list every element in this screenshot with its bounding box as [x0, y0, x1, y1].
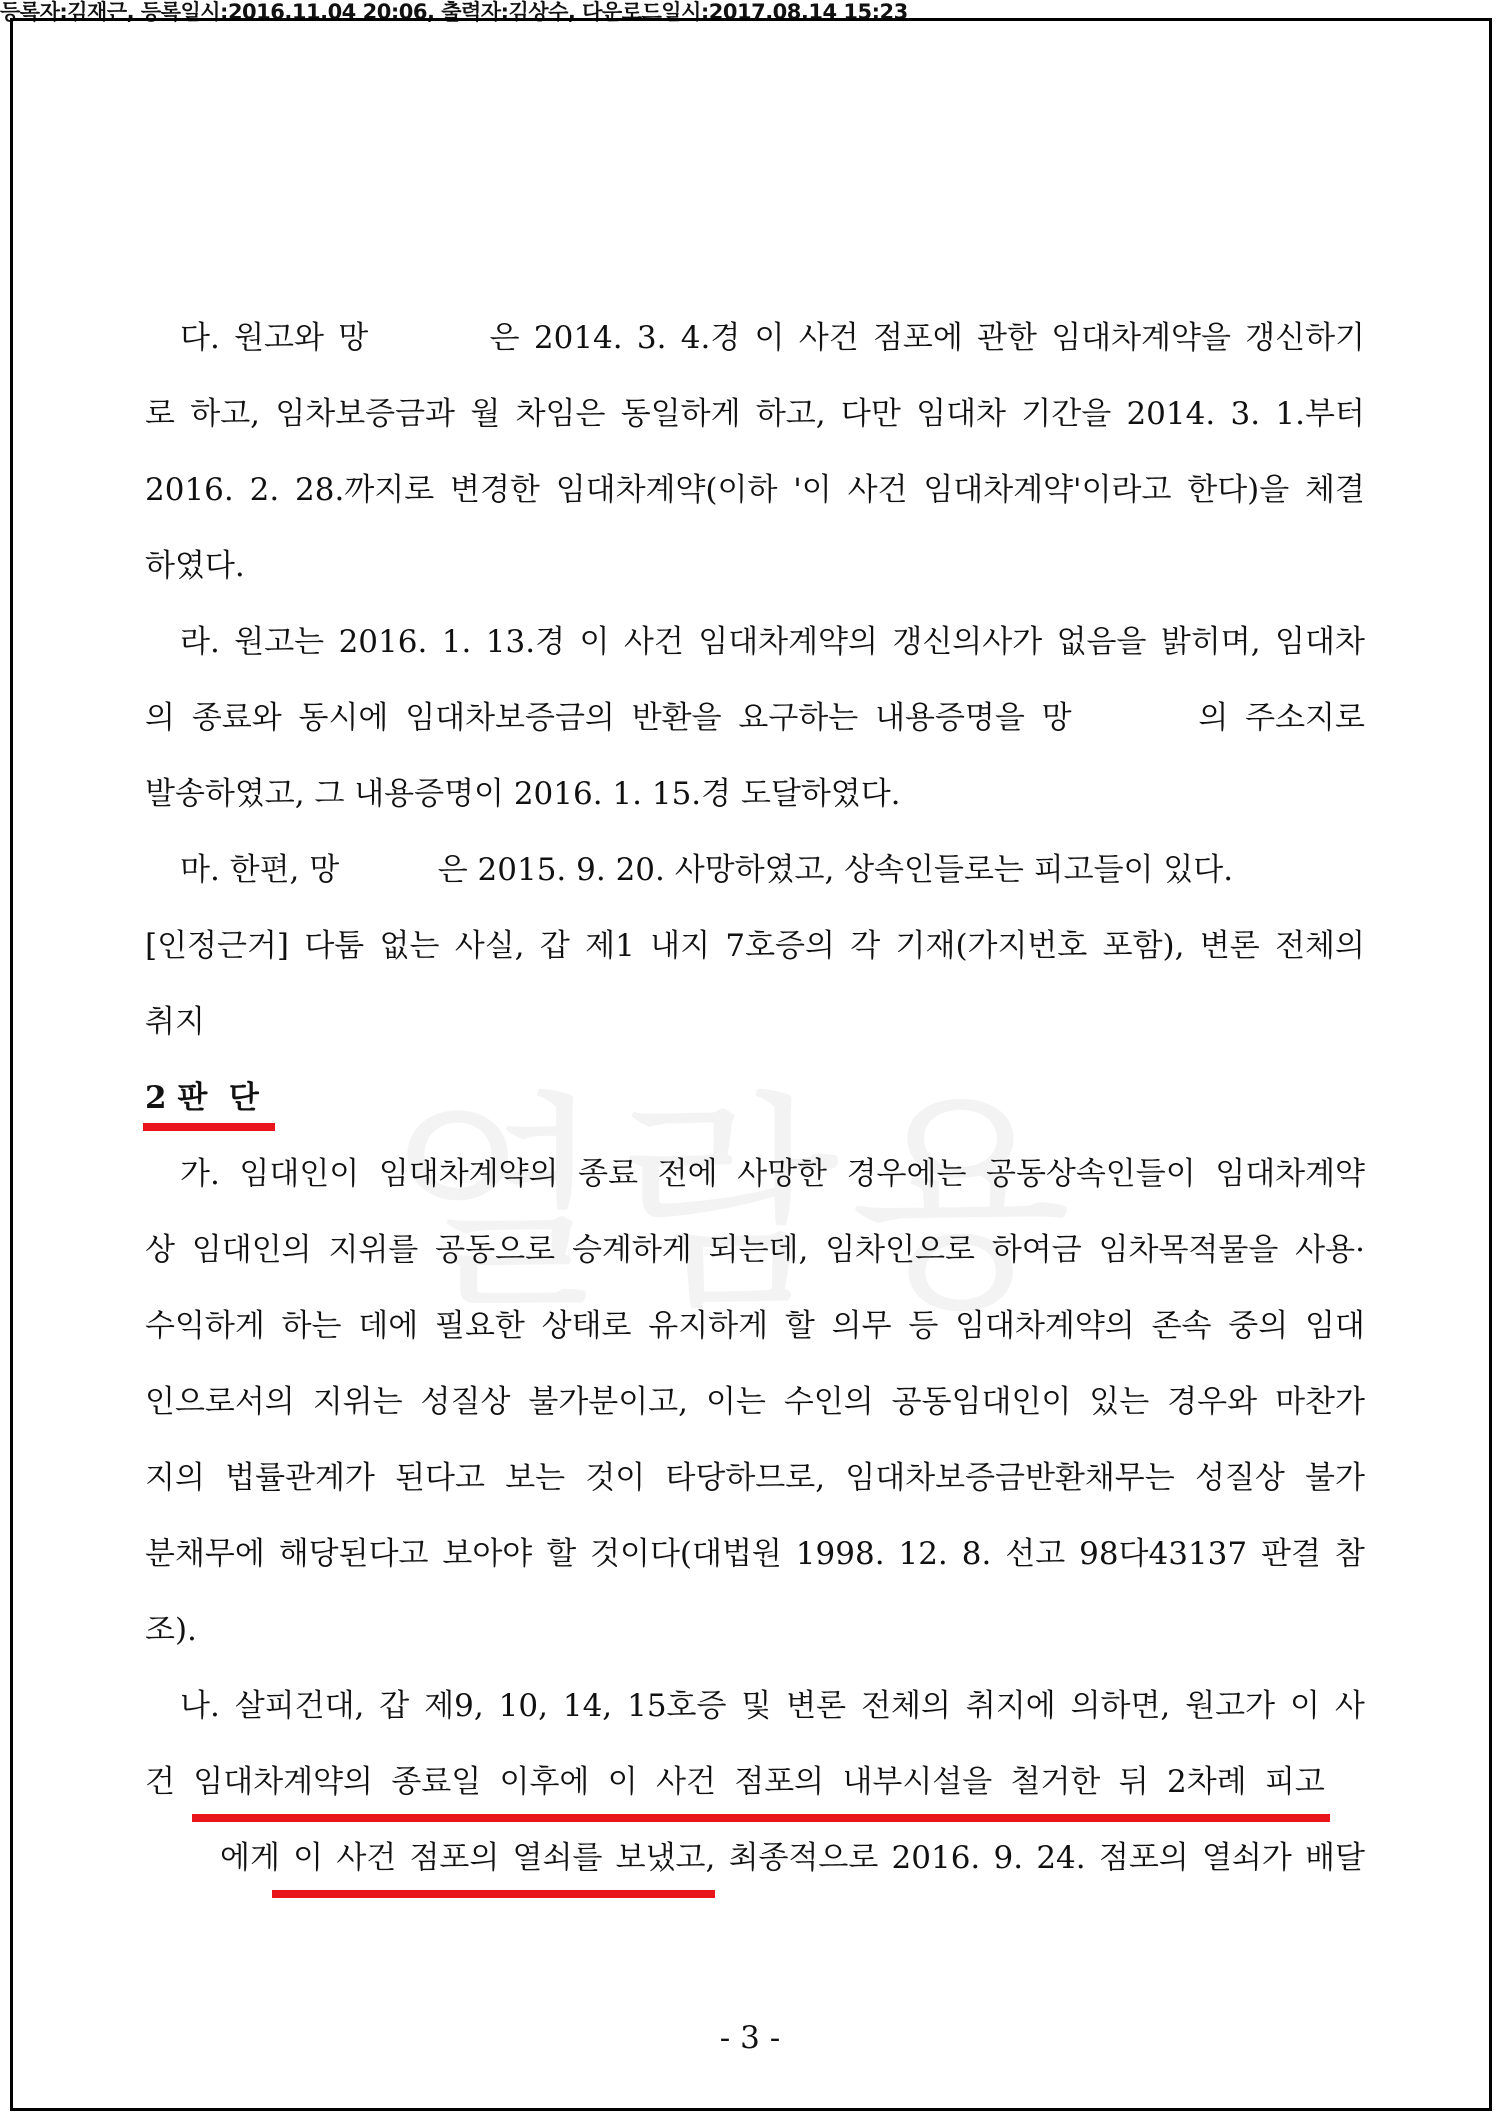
paragraph-da-line-4: 하였다. — [145, 548, 245, 584]
paragraph-ga-line-7: 조). — [145, 1612, 197, 1648]
basis-line-1: [인정근거] 다툼 없는 사실, 갑 제1 내지 7호증의 각 기재(가지번호 포함), 변론 전체의 — [145, 928, 1365, 964]
paragraph-na-line-1: 나. 살피건대, 갑 제9, 10, 14, 15호증 및 변론 전체의 취지에 의하면, 원고가 이 사 — [180, 1688, 1365, 1724]
page-number: - 3 - — [719, 2020, 781, 2056]
heading-underline — [143, 1123, 275, 1131]
paragraph-da-line-3: 2016. 2. 28.까지로 변경한 임대차계약(이하 '이 사건 임대차계약'이라고 한다)을 체결 — [145, 472, 1365, 508]
paragraph-ra-line-2: 의 종료와 동시에 임대차보증금의 반환을 요구하는 내용증명을 망 의 주소지로 — [145, 700, 1365, 736]
paragraph-ga-line-1: 가. 임대인이 임대차계약의 종료 전에 사망한 경우에는 공동상속인들이 임대차계약 — [180, 1156, 1365, 1192]
highlight-underline-2 — [272, 1890, 715, 1898]
document-header: 등록자:김재근, 등록일시:2016.11.04 20:06, 출력자:김상수, 다운로드일시:2017.08.14 15:23 — [0, 0, 908, 24]
paragraph-ga-line-5: 지의 법률관계가 된다고 보는 것이 타당하므로, 임대차보증금반환채무는 성질상 불가 — [145, 1460, 1365, 1496]
highlight-underline-1 — [192, 1814, 1330, 1822]
paragraph-na-line-3: 에게 이 사건 점포의 열쇠를 보냈고, 최종적으로 2016. 9. 24. 점포의 열쇠가 배달 — [220, 1840, 1365, 1876]
paragraph-na-line-2: 건 임대차계약의 종료일 이후에 이 사건 점포의 내부시설을 철거한 뒤 2차례 피고 — [145, 1764, 1325, 1800]
paragraph-da-line-2: 로 하고, 임차보증금과 월 차임은 동일하게 하고, 다만 임대차 기간을 2014. 3. 1.부터 — [145, 396, 1365, 432]
paragraph-ra-line-1: 라. 원고는 2016. 1. 13.경 이 사건 임대차계약의 갱신의사가 없음을 밝히며, 임대차 — [180, 624, 1365, 660]
section-heading: 2 판 단 — [145, 1080, 259, 1116]
paragraph-ga-line-4: 인으로서의 지위는 성질상 불가분이고, 이는 수인의 공동임대인이 있는 경우와 마찬가 — [145, 1384, 1365, 1420]
paragraph-ma-line-1: 마. 한편, 망 은 2015. 9. 20. 사망하였고, 상속인들로는 피고들이 있다. — [180, 852, 1234, 888]
basis-line-2: 취지 — [145, 1004, 205, 1040]
paragraph-ra-line-3: 발송하였고, 그 내용증명이 2016. 1. 15.경 도달하였다. — [145, 776, 901, 812]
paragraph-ga-line-6: 분채무에 해당된다고 보아야 할 것이다(대법원 1998. 12. 8. 선고 98다43137 판결 참 — [145, 1536, 1365, 1572]
paragraph-da-line-1: 다. 원고와 망 은 2014. 3. 4.경 이 사건 점포에 관한 임대차계약을 갱신하기 — [180, 320, 1365, 356]
paragraph-ga-line-2: 상 임대인의 지위를 공동으로 승계하게 되는데, 임차인으로 하여금 임차목적물을 사용· — [145, 1232, 1365, 1268]
paragraph-ga-line-3: 수익하게 하는 데에 필요한 상태로 유지하게 할 의무 등 임대차계약의 존속 중의 임대 — [145, 1308, 1365, 1344]
